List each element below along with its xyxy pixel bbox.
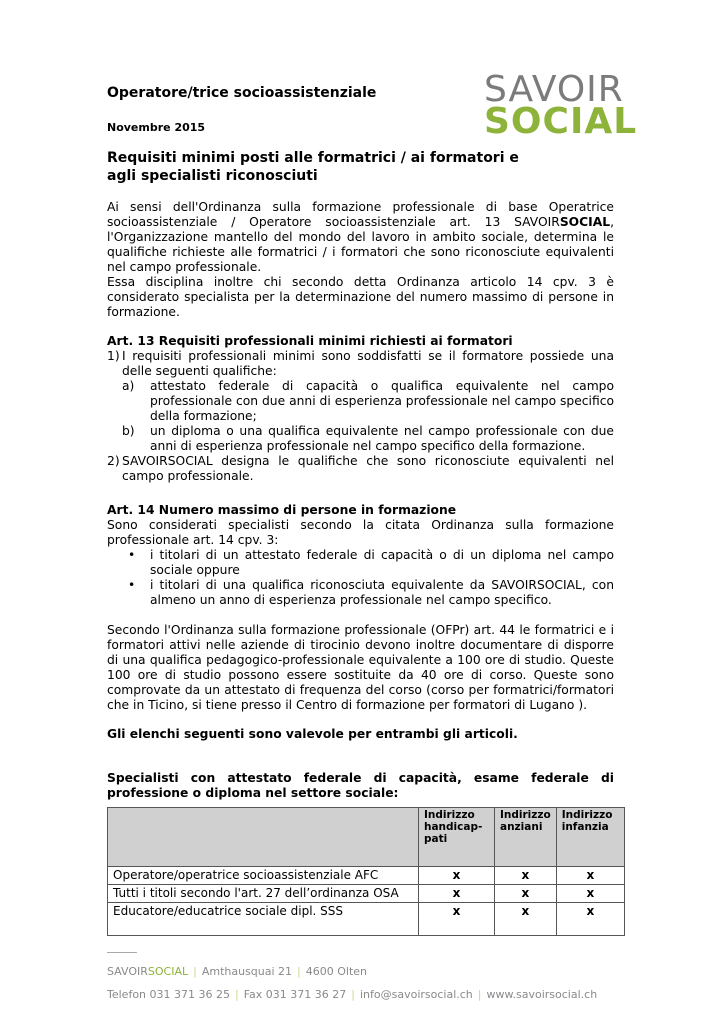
footer-divider xyxy=(107,952,137,953)
footer-fax: Fax 031 371 36 27 xyxy=(243,988,347,1001)
sub-item xyxy=(107,379,614,424)
art14-intro: Sono considerati specialisti secondo la citata Ordinanza sulla formazione professionale art. 14 cpv. 3: xyxy=(107,518,614,547)
specialists-table xyxy=(107,807,625,936)
table-header xyxy=(108,808,419,867)
document-date: Novembre 2015 xyxy=(107,121,206,134)
note: Gli elenchi seguenti sono valevole per entrambi gli articoli. xyxy=(107,727,518,741)
table-cell: x xyxy=(556,867,624,885)
footer: SAVOIRSOCIAL | Amthausquai 21 | 4600 Olten Telefon 031 371 36 25 | Fax 031 371 36 27 | info@savoirsocial.ch | www.savoirsocial.ch xyxy=(107,965,598,1001)
bullet-text: i titolari di un attestato federale di capacità o di un diploma nel campo sociale oppure xyxy=(150,548,614,577)
page-heading: Requisiti minimi posti alle formatrici / ai formatori e agli specialisti riconosciuti xyxy=(107,150,519,184)
logo-line2: SOCIAL xyxy=(484,101,638,142)
list-text: SAVOIRSOCIAL designa le qualifiche che sono riconosciute equivalenti nel campo professionale. xyxy=(122,454,614,483)
table-cell: Operatore/operatrice socioassistenziale AFC xyxy=(108,867,419,885)
intro-text-3: Essa disciplina inoltre chi secondo detta Ordinanza articolo 14 cpv. 3 è considerato specialista per la determinazione del numero massimo di persone in formazione. xyxy=(107,275,614,319)
art13-title: Art. 13 Requisiti professionali minimi richiesti ai formatori xyxy=(107,334,513,348)
art14-section xyxy=(107,503,614,713)
art14-paragraph: Secondo l'Ordinanza sulla formazione professionale (OFPr) art. 44 le formatrici e i formatori attivi nelle aziende di tirocinio devono inoltre documentare di disporre di una qualifica pedagogico-professionale equivalente a 100 ore di studio. Queste 100 ore di studio possono essere sostituite da 40 ore di corso. Queste sono comprovate da un attestato di frequenza del corso (corso per formatrici/formatori che in Ticino, si tiene presso il Centro di formazione per formatori di Lugano ). xyxy=(107,623,614,712)
logo-line1: SAVOIR xyxy=(484,69,624,110)
footer-phone: Telefon 031 371 36 25 xyxy=(107,988,230,1001)
list-text: I requisiti professionali minimi sono soddisfatti se il formatore possiede una delle seguenti qualifiche: xyxy=(122,349,614,378)
intro-bold: SOCIAL xyxy=(559,215,611,229)
bullet-item xyxy=(107,578,614,608)
table-title: Specialisti con attestato federale di capacità, esame federale di professione o diploma nel settore sociale: xyxy=(107,771,614,800)
document-title: Operatore/trice socioassistenziale xyxy=(107,85,377,101)
table-header: Indirizzo anziani xyxy=(495,808,557,867)
bullet-icon: • xyxy=(128,578,136,592)
table-cell: Tutti i titoli secondo l'art. 27 dell’ordinanza OSA xyxy=(108,885,419,903)
table-row xyxy=(108,885,625,903)
table-row xyxy=(108,867,625,885)
art14-title: Art. 14 Numero massimo di persone in formazione xyxy=(107,503,457,517)
footer-address: Amthausquai 21 xyxy=(201,965,293,978)
bullet-icon: • xyxy=(128,548,136,562)
intro-paragraph xyxy=(107,200,614,320)
sub-text: attestato federale di capacità o qualifica equivalente nel campo professionale con due anni di esperienza professionale nel campo specifico della formazione; xyxy=(150,379,614,423)
sub-item xyxy=(107,424,614,454)
table-header: Indirizzo handicap-pati xyxy=(419,808,495,867)
table-cell: Educatore/educatrice sociale dipl. SSS xyxy=(108,903,419,936)
list-item xyxy=(107,454,614,484)
table-cell: x xyxy=(419,903,495,936)
intro-text-2: , l'Organizzazione mantello del mondo del lavoro in ambito sociale, determina le qualifiche richieste alle formatrici / i formatori che sono riconosciute equivalenti nel campo professionale. xyxy=(107,215,614,274)
list-number: 1) xyxy=(107,349,120,363)
list-item xyxy=(107,349,614,379)
table-cell: x xyxy=(419,867,495,885)
art13-section xyxy=(107,334,614,484)
table-cell: x xyxy=(495,885,557,903)
bullet-text: i titolari di una qualifica riconosciuta equivalente da SAVOIRSOCIAL, con almeno un anno di esperienza professionale nel campo specifico. xyxy=(150,578,614,607)
footer-brand-accent: SOCIAL xyxy=(147,965,189,978)
list-number: 2) xyxy=(107,454,120,468)
table-header: Indirizzo infanzia xyxy=(556,808,624,867)
table-cell: x xyxy=(556,885,624,903)
sub-number: b) xyxy=(122,424,135,438)
table-row xyxy=(108,903,625,936)
table-cell: x xyxy=(495,903,557,936)
footer-email[interactable]: info@savoirsocial.ch xyxy=(359,988,473,1001)
footer-website[interactable]: www.savoirsocial.ch xyxy=(486,988,598,1001)
footer-brand: SAVOIR xyxy=(107,965,148,978)
bullet-item xyxy=(107,548,614,578)
intro-text: Ai sensi dell'Ordinanza sulla formazione professionale di base Operatrice socioassistenziale / Operatore socioassistenziale art. 13 SAVOIR xyxy=(107,200,614,229)
sub-number: a) xyxy=(122,379,135,393)
footer-city: 4600 Olten xyxy=(305,965,368,978)
table-header-row xyxy=(108,808,625,867)
sub-text: un diploma o una qualifica equivalente nel campo professionale con due anni di esperienza professionale nel campo specifico della formazione. xyxy=(150,424,614,453)
table-cell: x xyxy=(495,867,557,885)
table-cell: x xyxy=(419,885,495,903)
table-cell: x xyxy=(556,903,624,936)
